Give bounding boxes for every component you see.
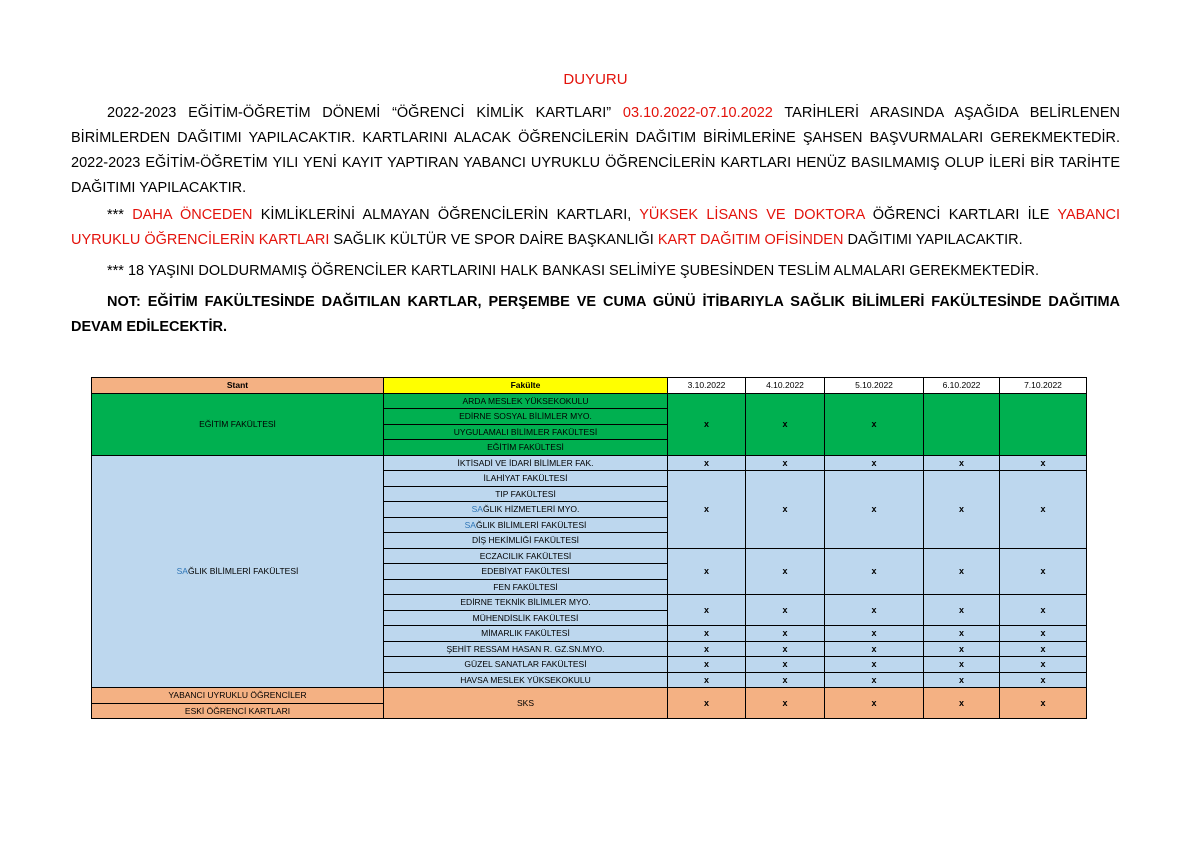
- mark-cell: x: [668, 455, 746, 471]
- mark-cell: x: [746, 595, 825, 626]
- stant-yabanci: YABANCI UYRUKLU ÖĞRENCİLER: [92, 688, 384, 704]
- mark-cell: x: [668, 672, 746, 688]
- highlight-text: YÜKSEK LİSANS VE DOKTORA: [639, 207, 865, 223]
- header-date: 3.10.2022: [668, 378, 746, 394]
- mark-cell: x: [668, 471, 746, 549]
- stant-label: ĞLIK BİLİMLERİ FAKÜLTESİ: [187, 566, 299, 577]
- faculty-cell: MÜHENDİSLİK FAKÜLTESİ: [384, 610, 668, 626]
- faculty-cell: ŞEHİT RESSAM HASAN R. GZ.SN.MYO.: [384, 641, 668, 657]
- mark-cell: x: [1000, 641, 1087, 657]
- empty-cell: [924, 393, 1000, 455]
- faculty-cell: HAVSA MESLEK YÜKSEKOKULU: [384, 672, 668, 688]
- notice-text: ÖĞRENCİ KARTLARI İLE: [864, 207, 1058, 223]
- notice-text: KİMLİKLERİNİ ALMAYAN ÖĞRENCİLERİN KARTLARI,: [252, 207, 640, 223]
- mark-cell: x: [746, 471, 825, 549]
- notice-paragraph-underage: *** 18 YAŞINI DOLDURMAMIŞ ÖĞRENCİLER KARTLARINI HALK BANKASI SELİMİYE ŞUBESİNDEN TESLİM ALMALARI GEREKMEKTEDİR.: [107, 263, 1040, 279]
- faculty-cell: SKS: [384, 688, 668, 719]
- faculty-cell: UYGULAMALI BİLİMLER FAKÜLTESİ: [384, 424, 668, 440]
- mark-cell: x: [924, 688, 1000, 719]
- highlight-text: DAHA ÖNCEDEN: [132, 207, 253, 223]
- notice-text: ***: [107, 207, 133, 223]
- mark-cell: x: [825, 455, 924, 471]
- stant-label-prefix: SA: [176, 566, 188, 577]
- faculty-cell: EĞİTİM FAKÜLTESİ: [384, 440, 668, 456]
- notice-paragraph-dates: [71, 101, 1120, 201]
- empty-cell: [1000, 393, 1087, 455]
- header-date: 6.10.2022: [924, 378, 1000, 394]
- header-date: 7.10.2022: [1000, 378, 1087, 394]
- distribution-table: [91, 377, 1087, 719]
- mark-cell: x: [746, 548, 825, 595]
- mark-cell: x: [746, 626, 825, 642]
- mark-cell: x: [1000, 548, 1087, 595]
- mark-cell: x: [668, 626, 746, 642]
- faculty-cell: İLAHİYAT FAKÜLTESİ: [384, 471, 668, 487]
- notice-text: TARİHLERİ ARASINDA AŞAĞIDA BELİRLENEN BİRİMLERDEN DAĞITIMI YAPILACAKTIR. KARTLARINI ALACAK ÖĞRENCİLERİN DAĞITIM BİRİMLERİNE ŞAHSEN BAŞVURMALARI GEREKMEKTEDİR. 2022-2023 EĞİTİM-ÖĞRETİM YILI YENİ KAYIT YAPTIRAN YABANCI UYRUKLU ÖĞRENCİLERİN KARTLARI HENÜZ BASILMAMIŞ OLUP İLERİ BİR TARİHTE DAĞITIMI YAPILACAKTIR.: [71, 105, 1121, 196]
- faculty-cell: [384, 517, 668, 533]
- mark-cell: x: [924, 471, 1000, 549]
- header-fakulte: Fakülte: [384, 378, 668, 394]
- mark-cell: x: [746, 672, 825, 688]
- highlight-text: KART DAĞITIM OFİSİNDEN: [657, 232, 844, 248]
- faculty-cell: ECZACILIK FAKÜLTESİ: [384, 548, 668, 564]
- faculty-cell: EDEBİYAT FAKÜLTESİ: [384, 564, 668, 580]
- notice-title: DUYURU: [563, 71, 628, 88]
- header-stant: Stant: [92, 378, 384, 394]
- header-date: 5.10.2022: [825, 378, 924, 394]
- mark-cell: x: [1000, 626, 1087, 642]
- mark-cell: x: [668, 595, 746, 626]
- faculty-cell: İKTİSADİ VE İDARİ BİLİMLER FAK.: [384, 455, 668, 471]
- mark-cell: x: [668, 641, 746, 657]
- mark-cell: x: [668, 548, 746, 595]
- table-row: [92, 688, 1087, 704]
- mark-cell: x: [825, 626, 924, 642]
- notice-note: NOT: EĞİTİM FAKÜLTESİNDE DAĞITILAN KARTLAR, PERŞEMBE VE CUMA GÜNÜ İTİBARIYLA SAĞLIK BİLİMLERİ FAKÜLTESİNDE DAĞITIMA DEVAM EDİLECEKTİR.: [71, 294, 1120, 335]
- mark-cell: x: [668, 657, 746, 673]
- mark-cell: x: [1000, 471, 1087, 549]
- mark-cell: x: [924, 641, 1000, 657]
- faculty-cell: EDİRNE SOSYAL BİLİMLER MYO.: [384, 409, 668, 425]
- mark-cell: x: [924, 548, 1000, 595]
- faculty-cell: ARDA MESLEK YÜKSEKOKULU: [384, 393, 668, 409]
- mark-cell: x: [1000, 455, 1087, 471]
- mark-cell: x: [924, 672, 1000, 688]
- faculty-label: ĞLIK BİLİMLERİ FAKÜLTESİ: [475, 519, 587, 530]
- mark-cell: x: [825, 393, 924, 455]
- faculty-cell: GÜZEL SANATLAR FAKÜLTESİ: [384, 657, 668, 673]
- faculty-cell: TIP FAKÜLTESİ: [384, 486, 668, 502]
- table-row: [92, 393, 1087, 409]
- highlight-text: YABANCI UYRUKLU ÖĞRENCİLERİN KARTLARI: [71, 207, 1120, 248]
- mark-cell: x: [924, 595, 1000, 626]
- mark-cell: x: [1000, 688, 1087, 719]
- faculty-label-prefix: SA: [471, 504, 483, 515]
- mark-cell: x: [668, 393, 746, 455]
- notice-text: 2022-2023 EĞİTİM-ÖĞRETİM DÖNEMİ “ÖĞRENCİ KİMLİK KARTLARI”: [107, 105, 623, 121]
- stant-saglik: [92, 455, 384, 688]
- mark-cell: x: [746, 393, 825, 455]
- faculty-cell: [384, 502, 668, 518]
- stant-egitim: EĞİTİM FAKÜLTESİ: [92, 393, 384, 455]
- mark-cell: x: [746, 641, 825, 657]
- faculty-cell: DİŞ HEKİMLİĞİ FAKÜLTESİ: [384, 533, 668, 549]
- faculty-cell: MİMARLIK FAKÜLTESİ: [384, 626, 668, 642]
- notice-text: DAĞITIMI YAPILACAKTIR.: [843, 232, 1023, 248]
- mark-cell: x: [825, 595, 924, 626]
- mark-cell: x: [924, 455, 1000, 471]
- mark-cell: x: [825, 471, 924, 549]
- mark-cell: x: [746, 657, 825, 673]
- mark-cell: x: [825, 672, 924, 688]
- notice-paragraph-special-cards: [71, 203, 1120, 253]
- mark-cell: x: [1000, 595, 1087, 626]
- table-row: [92, 455, 1087, 471]
- table-header-row: [92, 378, 1087, 394]
- mark-cell: x: [924, 657, 1000, 673]
- stant-eski: ESKİ ÖĞRENCİ KARTLARI: [92, 703, 384, 719]
- mark-cell: x: [924, 626, 1000, 642]
- mark-cell: x: [746, 688, 825, 719]
- mark-cell: x: [1000, 657, 1087, 673]
- mark-cell: x: [746, 455, 825, 471]
- header-date: 4.10.2022: [746, 378, 825, 394]
- distribution-dates: 03.10.2022-07.10.2022: [622, 105, 773, 121]
- faculty-cell: EDİRNE TEKNİK BİLİMLER MYO.: [384, 595, 668, 611]
- notice-text: SAĞLIK KÜLTÜR VE SPOR DAİRE BAŞKANLIĞI: [329, 232, 658, 248]
- faculty-label: ĞLIK HİZMETLERİ MYO.: [482, 504, 580, 515]
- faculty-cell: FEN FAKÜLTESİ: [384, 579, 668, 595]
- mark-cell: x: [1000, 672, 1087, 688]
- faculty-label-prefix: SA: [464, 519, 476, 530]
- mark-cell: x: [668, 688, 746, 719]
- mark-cell: x: [825, 548, 924, 595]
- mark-cell: x: [825, 657, 924, 673]
- mark-cell: x: [825, 688, 924, 719]
- mark-cell: x: [825, 641, 924, 657]
